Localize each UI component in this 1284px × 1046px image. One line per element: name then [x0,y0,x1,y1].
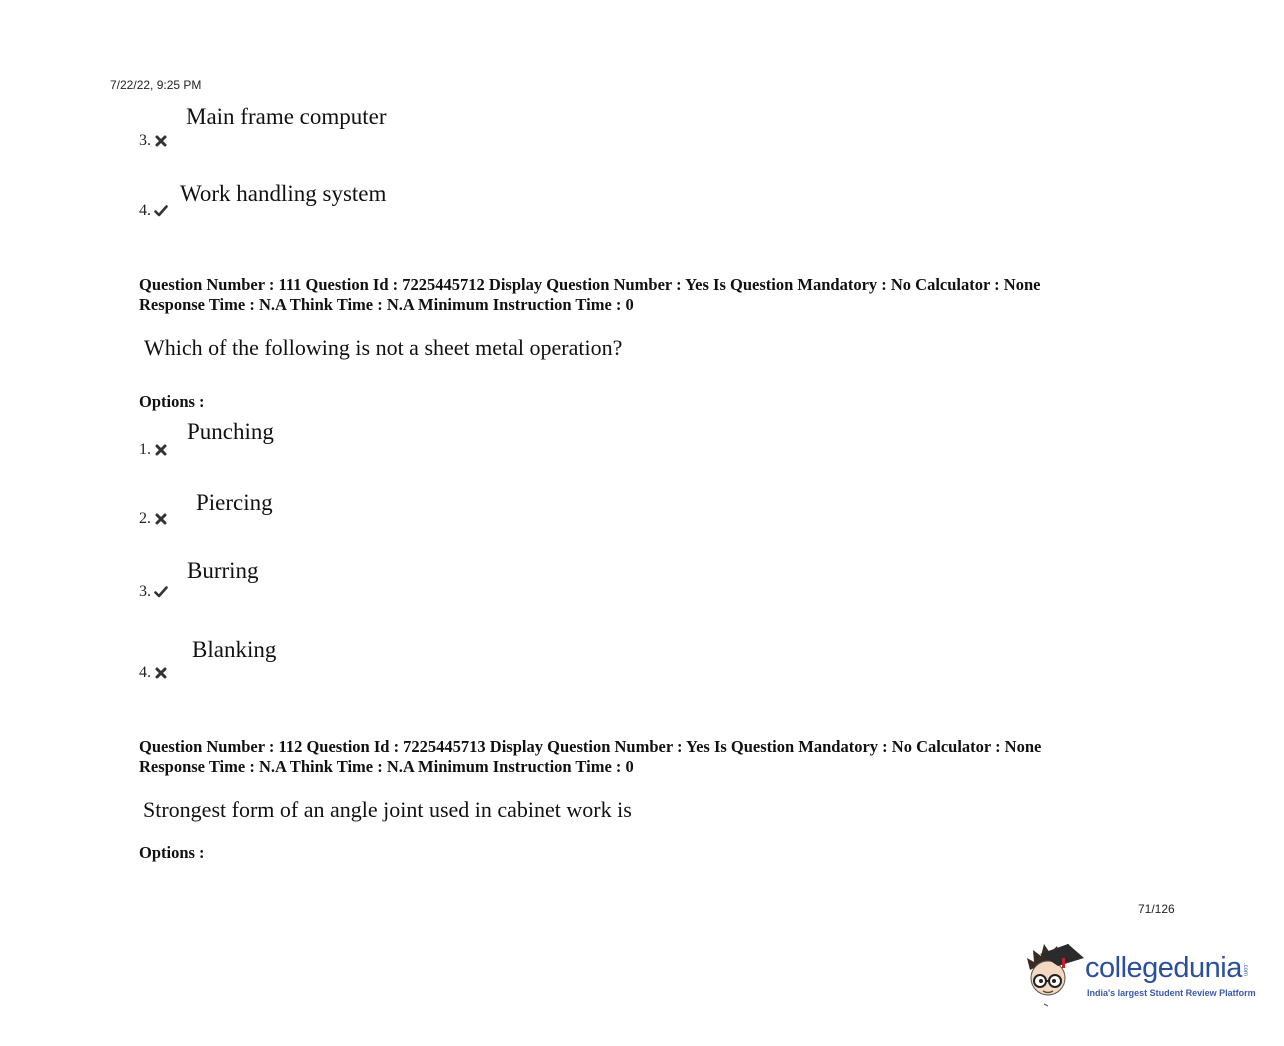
option-text: Punching [187,419,274,444]
cross-icon [154,666,168,680]
option-text: Work handling system [180,181,387,206]
question-meta-line2: Response Time : N.A Think Time : N.A Minimum Instruction Time : 0 [139,757,634,776]
question-meta-line1: Question Number : 111 Question Id : 7225445712 Display Question Number : Yes Is Question Mandatory : No Calculator : None [139,275,1041,294]
option-number: 2. [139,510,168,528]
question-text: Strongest form of an angle joint used in cabinet work is [143,797,632,822]
brand-suffix: .com [1242,963,1248,977]
option-number: 4. [139,202,168,220]
print-timestamp: 7/22/22, 9:25 PM [110,78,202,92]
question-text: Which of the following is not a sheet metal operation? [144,335,623,360]
option-number: 3. [139,583,168,601]
collegedunia-mascot-logo [1024,938,1086,1008]
check-icon [154,585,168,599]
question-meta-line1: Question Number : 112 Question Id : 7225445713 Display Question Number : Yes Is Question Mandatory : No Calculator : None [139,737,1042,756]
check-icon [154,204,168,218]
question-meta [139,275,1040,315]
brand-name: collegedunia [1085,952,1242,984]
option-text: Piercing [196,490,273,515]
option-number: 3. [139,132,168,150]
cross-icon [154,443,168,457]
question-meta [139,737,1041,777]
option-text: Main frame computer [186,104,387,129]
cross-icon [154,134,168,148]
option-number: 4. [139,664,168,682]
page-number: 71/126 [1138,902,1175,916]
options-label: Options : [139,392,205,411]
brand-tagline: India's largest Student Review Platform [1087,988,1256,998]
option-text: Blanking [192,637,277,662]
mascot-icon [1024,938,1086,1008]
cross-icon [154,512,168,526]
options-label: Options : [139,843,205,862]
option-number: 1. [139,441,168,459]
question-meta-line2: Response Time : N.A Think Time : N.A Minimum Instruction Time : 0 [139,295,634,314]
option-text: Burring [187,558,259,583]
